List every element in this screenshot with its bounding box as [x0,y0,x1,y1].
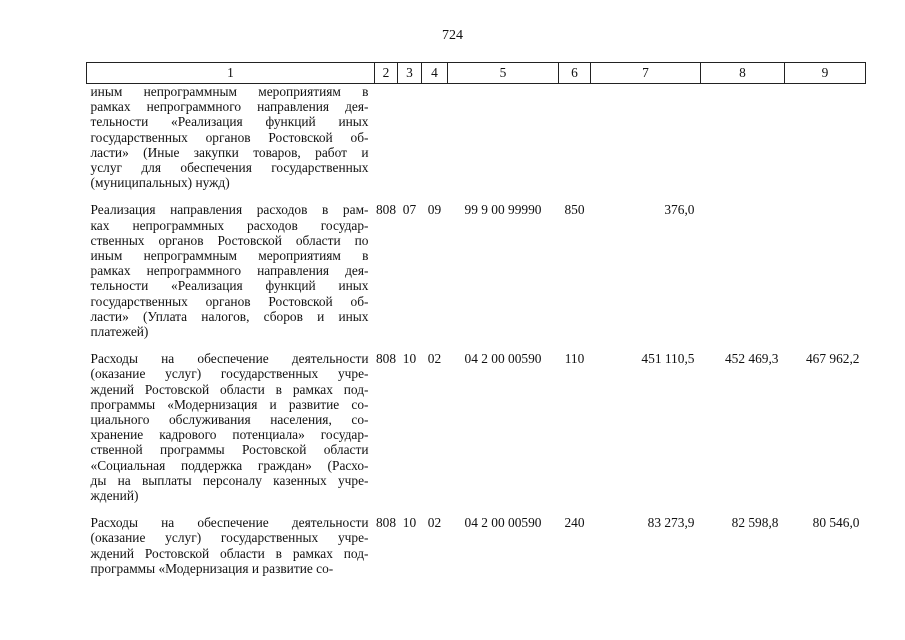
row-spacer [87,503,866,515]
section-code: 07 [402,202,417,218]
ministry-code [375,84,398,191]
column-header-9: 9 [785,63,866,84]
table-body [87,84,866,577]
target-article-code: 04 2 00 00590 [464,351,542,367]
amount-year-2: 452 469,3 [724,351,779,367]
expense-type-code: 240 [564,515,585,531]
description-line: «Социальная поддержка граждан» (Расхо- [90,457,369,473]
description-line: программы «Модернизация и развитие со- [90,396,369,412]
column-header-3: 3 [398,63,422,84]
description-line: ственных органов Ростовской области по [90,232,369,248]
table-header [87,63,866,84]
ministry-code: 808 [375,202,397,218]
description-line: ласти» (Уплата налогов, сборов и иных [90,308,369,324]
description-line: рамках непрограммного направления дея- [90,263,369,279]
ministry-code: 808 [375,351,397,367]
description-line: услуг для обеспечения государственных [90,160,369,176]
spacer-cell [87,339,866,351]
expense-type-code: 850 [564,202,585,218]
column-header-8: 8 [701,63,785,84]
table-row [87,84,866,191]
description-line: (муниципальных) нужд) [90,175,230,191]
amount-year-1: 83 273,9 [647,515,695,531]
description-line: Расходы на обеспечение деятельности [90,515,369,531]
amount-year-2: 82 598,8 [731,515,779,531]
description-line: рамках непрограммного направления дея- [90,99,369,115]
description-line: Расходы на обеспечение деятельности [90,351,369,367]
description-line: иным непрограммным мероприятиям в [90,248,369,264]
amount-year-3 [785,202,866,339]
column-header-7: 7 [591,63,701,84]
subsection-code [422,84,448,191]
description-line: ках непрограммных расходов государ- [90,217,369,233]
ministry-code: 808 [375,515,397,531]
row-spacer [87,339,866,351]
subsection-code: 09 [427,202,442,218]
subsection-code: 02 [427,515,442,531]
description-line: платежей) [90,324,149,340]
spacer-cell [87,190,866,202]
expense-type-code: 110 [564,351,585,367]
amount-year-3 [785,84,866,191]
column-header-5: 5 [448,63,559,84]
description-line: ды на выплаты персоналу казенных учре- [90,472,369,488]
section-code: 10 [402,515,417,531]
description-line: (оказание услуг) государственных учре- [90,366,369,382]
description-line: циального обслуживания населения, со- [90,412,369,428]
target-article-code [448,84,559,191]
description-line: ждений Ростовской области в рамках под- [90,381,369,397]
subsection-code: 02 [427,351,442,367]
description-line: Реализация направления расходов в рам- [90,202,369,218]
spacer-cell [87,503,866,515]
table-row [87,202,866,339]
description-line: государственных органов Ростовской об- [90,129,369,145]
row-description [87,84,375,191]
row-description [87,515,375,576]
page-number: 724 [442,28,463,43]
amount-year-1 [591,84,701,191]
description-line: государственных органов Ростовской об- [90,293,369,309]
table-row [87,515,866,576]
amount-year-3: 80 546,0 [812,515,860,531]
target-article-code: 99 9 00 99990 [464,202,542,218]
column-header-2: 2 [375,63,398,84]
description-line: ждений Ростовской области в рамках под- [90,545,369,561]
amount-year-1: 376,0 [664,202,695,218]
description-line: ждений) [90,488,139,504]
section-code [398,84,422,191]
header-row [87,63,866,84]
amount-year-3: 467 962,2 [805,351,860,367]
target-article-code: 04 2 00 00590 [464,515,542,531]
description-line: ласти» (Иные закупки товаров, работ и [90,144,369,160]
description-line: программы «Модернизация и развитие со- [90,560,334,576]
description-line: тельности «Реализация функций иных [90,114,369,130]
amount-year-1: 451 110,5 [641,351,695,367]
column-header-1: 1 [87,63,375,84]
budget-table [86,62,866,576]
column-header-4: 4 [422,63,448,84]
section-code: 10 [402,351,417,367]
amount-year-2 [701,84,785,191]
description-line: хранение кадрового потенциала» государ- [90,427,369,443]
description-line: иным непрограммным мероприятиям в [90,84,369,99]
expense-type-code [559,84,591,191]
row-description [87,202,375,339]
description-line: тельности «Реализация функций иных [90,278,369,294]
amount-year-2 [701,202,785,339]
table-row [87,351,866,503]
description-line: (оказание услуг) государственных учре- [90,530,369,546]
row-description [87,351,375,503]
row-spacer [87,190,866,202]
column-header-6: 6 [559,63,591,84]
description-line: ственной программы Ростовской области [90,442,369,458]
